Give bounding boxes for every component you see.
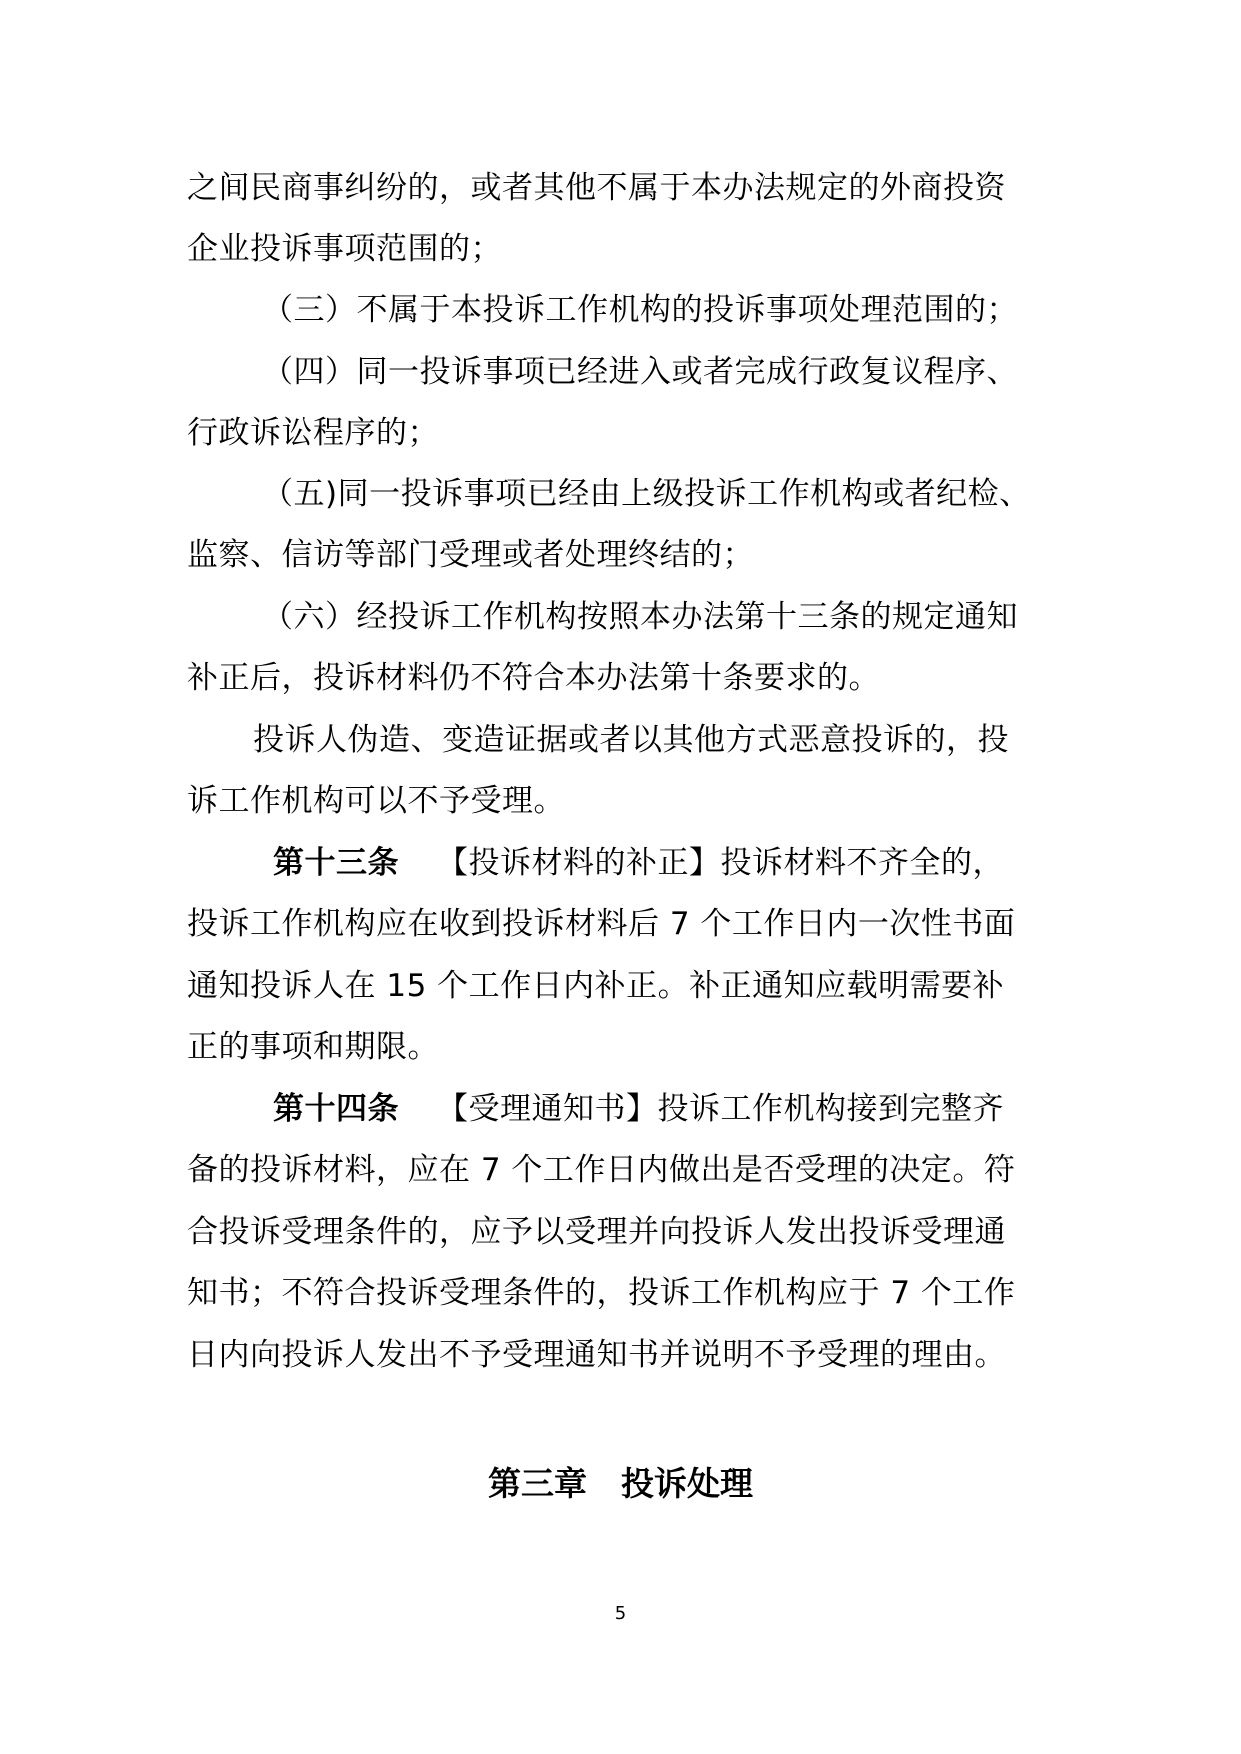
body-line: 诉工作机构可以不予受理。 (187, 783, 565, 819)
body-line: 企业投诉事项范围的； (187, 231, 502, 267)
article-14-line: 知书；不符合投诉受理条件的，投诉工作机构应于 7 个工作 (187, 1275, 1016, 1311)
page-number: 5 (614, 1603, 627, 1624)
paragraph-start: 投诉人伪造、变造证据或者以其他方式恶意投诉的，投 (253, 722, 1009, 758)
article-13-line: 投诉工作机构应在收到投诉材料后 7 个工作日内一次性书面 (187, 906, 1016, 942)
list-item-3: （三）不属于本投诉工作机构的投诉事项处理范围的； (262, 292, 1018, 328)
list-item-5: （五)同一投诉事项已经由上级投诉工作机构或者纪检、 (262, 476, 1031, 512)
article-13-line: 正的事项和期限。 (187, 1029, 439, 1065)
article-14-line: 合投诉受理条件的，应予以受理并向投诉人发出投诉受理通 (187, 1214, 1006, 1250)
list-item-6: （六）经投诉工作机构按照本办法第十三条的规定通知 (262, 599, 1018, 635)
article-13-heading (273, 843, 1004, 883)
body-line: 监察、信访等部门受理或者处理终结的； (187, 537, 754, 573)
article-13-number: 第十三条 (273, 845, 399, 881)
article-13-line: 通知投诉人在 15 个工作日内补正。补正通知应载明需要补 (187, 968, 1005, 1004)
article-14-heading (273, 1089, 1004, 1129)
chapter-heading (0, 1462, 1241, 1506)
body-line: 行政诉讼程序的； (187, 415, 439, 451)
chapter-number: 第三章 (488, 1464, 587, 1503)
article-14-line: 备的投诉材料，应在 7 个工作日内做出是否受理的决定。符 (187, 1152, 1016, 1188)
list-item-4: （四）同一投诉事项已经进入或者完成行政复议程序、 (262, 354, 1018, 390)
body-line: 补正后，投诉材料仍不符合本办法第十条要求的。 (187, 660, 880, 696)
article-14-number: 第十四条 (273, 1091, 399, 1127)
article-13-first-line: 【投诉材料的补正】投诉材料不齐全的， (437, 845, 1004, 881)
chapter-title: 投诉处理 (621, 1464, 753, 1503)
article-14-first-line: 【受理通知书】投诉工作机构接到完整齐 (437, 1091, 1004, 1127)
article-14-line: 日内向投诉人发出不予受理通知书并说明不予受理的理由。 (187, 1337, 1006, 1373)
body-line: 之间民商事纠纷的，或者其他不属于本办法规定的外商投资 (187, 170, 1006, 206)
